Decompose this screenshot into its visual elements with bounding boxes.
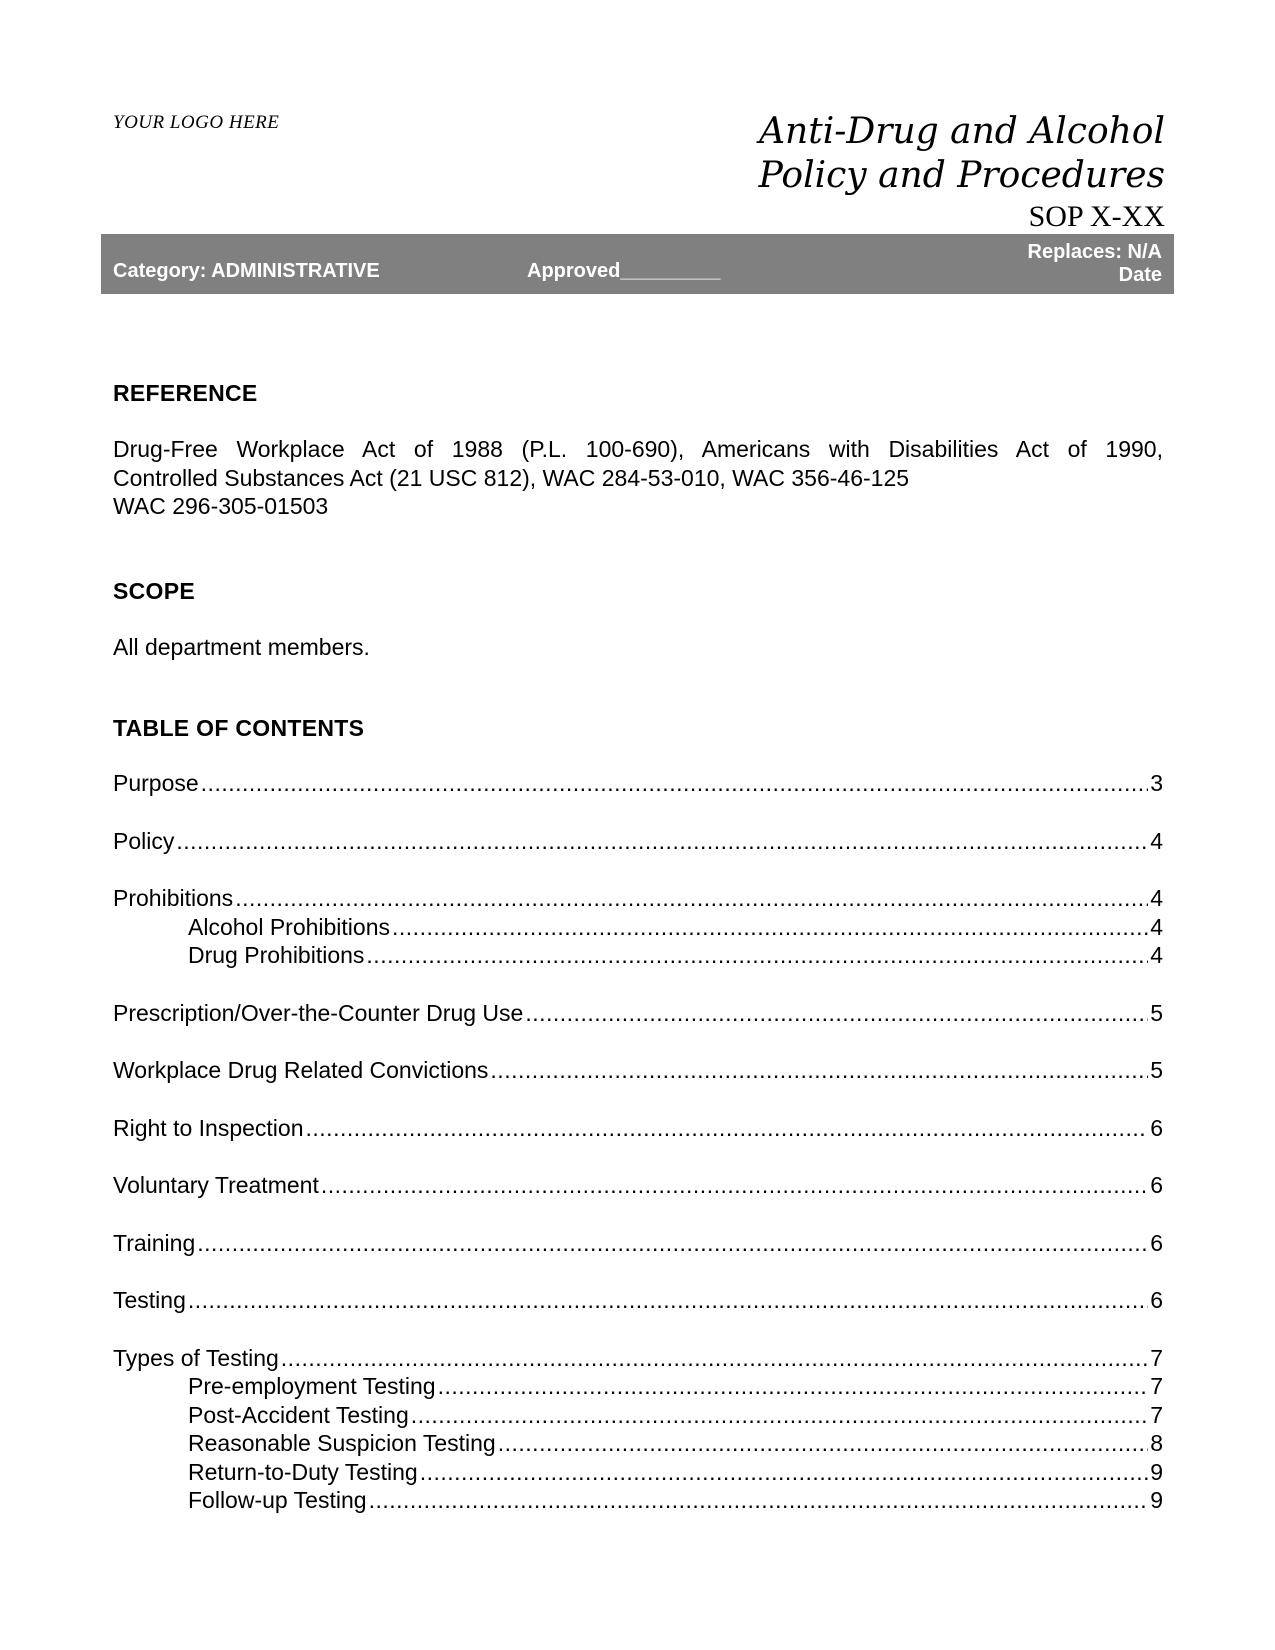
toc-entry-workplace-convictions[interactable] xyxy=(113,1056,1163,1085)
toc-entry-drug-prohibitions[interactable] xyxy=(113,941,1163,970)
toc-heading: TABLE OF CONTENTS xyxy=(113,715,365,741)
toc-entry-page: 5 xyxy=(1150,999,1163,1026)
reference-line-2: Controlled Substances Act (21 USC 812), WAC 284-53-010, WAC 356-46-125 xyxy=(113,464,910,491)
toc-entry-right-to-inspection[interactable] xyxy=(113,1114,1163,1143)
toc-entry-alcohol-prohibitions[interactable] xyxy=(113,913,1163,942)
scope-heading: SCOPE xyxy=(113,577,196,604)
toc-entry-return-to-duty-testing[interactable] xyxy=(113,1458,1163,1487)
toc-leader-dots xyxy=(498,1429,1148,1458)
toc-entry-page: 6 xyxy=(1150,1114,1163,1141)
toc-leader-dots xyxy=(420,1458,1149,1487)
toc-leader-dots xyxy=(411,1401,1148,1430)
toc-entry-page: 9 xyxy=(1150,1458,1163,1485)
toc-entry-page: 4 xyxy=(1150,913,1163,940)
toc-leader-dots xyxy=(369,1486,1149,1515)
toc-leader-dots xyxy=(490,1056,1148,1085)
toc-leader-dots xyxy=(188,1286,1148,1315)
reference-text xyxy=(113,435,1163,521)
toc-entry-page: 7 xyxy=(1150,1373,1163,1399)
toc-entry-pre-employment-testing[interactable] xyxy=(113,1372,1163,1401)
reference-line-3: WAC 296-305-01503 xyxy=(113,493,329,519)
toc-entry-page: 6 xyxy=(1150,1229,1163,1256)
toc-entry-label: Prescription/Over-the-Counter Drug Use xyxy=(113,999,524,1026)
toc-entry-label: Post-Accident Testing xyxy=(188,1401,409,1428)
toc-entry-page: 6 xyxy=(1150,1172,1163,1198)
toc-entry-page: 9 xyxy=(1150,1487,1163,1513)
toc-entry-page: 5 xyxy=(1150,1057,1163,1083)
toc-leader-dots xyxy=(525,999,1148,1028)
toc-entry-reasonable-suspicion-testing[interactable] xyxy=(113,1429,1163,1458)
toc-entry-label: Purpose xyxy=(113,770,199,796)
reference-heading: REFERENCE xyxy=(113,380,258,406)
toc-entry-testing[interactable] xyxy=(113,1286,1163,1315)
toc-entry-label: Voluntary Treatment xyxy=(113,1172,319,1198)
document-title xyxy=(759,110,1165,198)
toc-entry-label: Drug Prohibitions xyxy=(188,942,365,968)
toc-entry-label: Training xyxy=(113,1229,196,1256)
replaces-label: Replaces: N/A xyxy=(1027,241,1162,263)
toc-leader-dots xyxy=(235,884,1148,913)
toc-entry-label: Types of Testing xyxy=(113,1344,279,1371)
category-label: Category: ADMINISTRATIVE xyxy=(113,260,380,282)
toc-entry-page: 4 xyxy=(1150,827,1163,854)
category-bar xyxy=(101,234,1174,294)
toc-entry-training[interactable] xyxy=(113,1229,1163,1258)
toc-leader-dots xyxy=(366,941,1148,970)
title-line-1: Anti-Drug and Alcohol xyxy=(759,111,1165,152)
toc-entry-voluntary-treatment[interactable] xyxy=(113,1171,1163,1200)
toc-leader-dots xyxy=(392,913,1148,942)
toc-entry-prescription-drug-use[interactable] xyxy=(113,999,1163,1028)
table-of-contents xyxy=(113,769,1163,1515)
toc-leader-dots xyxy=(197,1229,1148,1258)
toc-entry-prohibitions[interactable] xyxy=(113,884,1163,913)
toc-entry-post-accident-testing[interactable] xyxy=(113,1401,1163,1430)
toc-entry-page: 7 xyxy=(1150,1344,1163,1371)
toc-entry-label: Policy xyxy=(113,827,175,854)
toc-entry-purpose[interactable] xyxy=(113,769,1163,798)
toc-entry-follow-up-testing[interactable] xyxy=(113,1486,1163,1515)
reference-line-1: Drug-Free Workplace Act of 1988 (P.L. 100-690), Americans with Disabilities Act of 1990, xyxy=(113,436,1163,462)
toc-leader-dots xyxy=(176,827,1148,856)
toc-entry-label: Pre-employment Testing xyxy=(188,1373,436,1399)
toc-entry-label: Testing xyxy=(113,1287,186,1313)
toc-leader-dots xyxy=(438,1372,1149,1401)
toc-entry-page: 4 xyxy=(1150,942,1163,968)
date-label: Date xyxy=(1118,264,1162,286)
replaces-block xyxy=(1028,241,1163,287)
toc-entry-page: 8 xyxy=(1150,1430,1163,1456)
document-body xyxy=(113,378,1163,1515)
scope-text: All department members. xyxy=(113,633,370,660)
toc-entry-policy[interactable] xyxy=(113,827,1163,856)
toc-entry-page: 6 xyxy=(1150,1287,1163,1313)
approved-label: Approved_________ xyxy=(527,260,721,282)
toc-leader-dots xyxy=(201,769,1149,798)
toc-entry-page: 3 xyxy=(1150,770,1163,796)
toc-entry-label: Follow-up Testing xyxy=(188,1487,367,1513)
toc-entry-label: Alcohol Prohibitions xyxy=(188,913,391,940)
toc-entry-types-of-testing[interactable] xyxy=(113,1344,1163,1373)
toc-entry-label: Return-to-Duty Testing xyxy=(188,1458,418,1485)
title-line-2: Policy and Procedures xyxy=(758,155,1165,196)
sop-number: SOP X-XX xyxy=(1028,200,1165,233)
toc-leader-dots xyxy=(281,1344,1148,1373)
toc-leader-dots xyxy=(306,1114,1149,1143)
toc-entry-page: 7 xyxy=(1150,1401,1163,1428)
toc-entry-label: Reasonable Suspicion Testing xyxy=(188,1430,496,1456)
toc-entry-label: Workplace Drug Related Convictions xyxy=(113,1057,489,1083)
logo-placeholder: YOUR LOGO HERE xyxy=(113,112,280,133)
toc-leader-dots xyxy=(321,1171,1148,1200)
toc-entry-page: 4 xyxy=(1150,885,1163,911)
toc-entry-label: Prohibitions xyxy=(113,885,234,911)
toc-entry-label: Right to Inspection xyxy=(113,1114,304,1141)
